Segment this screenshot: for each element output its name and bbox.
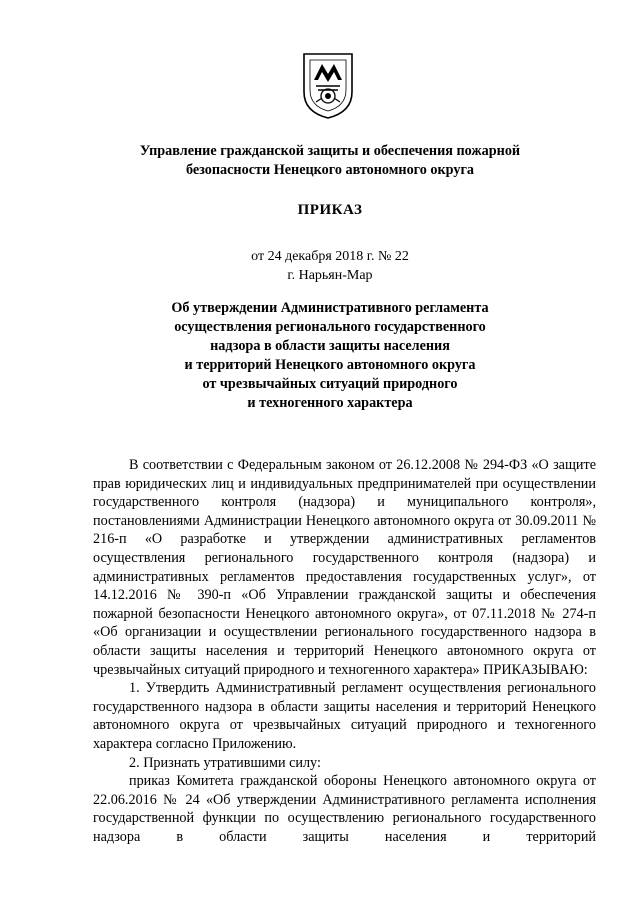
- organization-name: [60, 142, 600, 180]
- nao-coat-of-arms-icon: [302, 52, 354, 120]
- order-item-2: 2. Признать утратившими силу:: [129, 754, 321, 771]
- org-line: безопасности Ненецкого автономного округа: [185, 162, 475, 178]
- subject-line: и территорий Ненецкого автономного округа: [184, 357, 476, 373]
- subject-line: и техногенного характера: [247, 395, 413, 411]
- document-subject: [60, 299, 600, 413]
- preamble-paragraph: В соответствии с Федеральным законом от 26.12.2008 № 294-ФЗ «О защите прав юридических лиц и индивидуальных предпринимателей при осуществлении государственного контроля (надзора) и муниципального контроля», постановлениями Администрации Ненецкого автономного округа от 30.09.2011 № 216-п «О разработке и утверждении административных регламентов осуществления регионального государственного контроля (надзора) и административных регламентов предоставления государственных услуг», от 14.12.2016 № 390-п «Об Управлении гражданской защиты и обеспечения пожарной безопасности Ненецкого автономного округа», от 07.11.2018 № 274-п «Об организации и осуществлении регионального государственного надзора в области защиты населения и территорий Ненецкого автономного округа от чрезвычайных ситуаций природного и техногенного характера» ПРИКАЗЫВАЮ:: [93, 457, 596, 678]
- org-line: Управление гражданской защиты и обеспечения пожарной: [139, 143, 521, 159]
- subject-line: от чрезвычайных ситуаций природного: [202, 376, 458, 392]
- order-item-1: 1. Утвердить Административный регламент осуществления регионального государственного надзора в области защиты населения и территорий Ненецкого автономного округа от чрезвычайных ситуаций природного и техногенного характера согласно Приложению.: [93, 680, 596, 752]
- document-place: г. Нарьян-Мар: [287, 268, 373, 283]
- date-and-place: [60, 247, 600, 285]
- document-type: ПРИКАЗ: [297, 202, 363, 218]
- subject-line: осуществления регионального государственного: [174, 319, 486, 335]
- subject-line: надзора в области защиты населения: [210, 338, 450, 354]
- repealed-order-paragraph: приказ Комитета гражданской обороны Ненецкого автономного округа от 22.06.2016 № 24 «Об утверждении Административного регламента исполнения государственной функции по осуществлению регионального государственного надзора в области защиты населения и территорий: [93, 773, 596, 845]
- document-body: [93, 456, 596, 846]
- document-date: от 24 декабря 2018 г. № 22: [251, 249, 409, 264]
- subject-line: Об утверждении Административного регламента: [171, 300, 489, 316]
